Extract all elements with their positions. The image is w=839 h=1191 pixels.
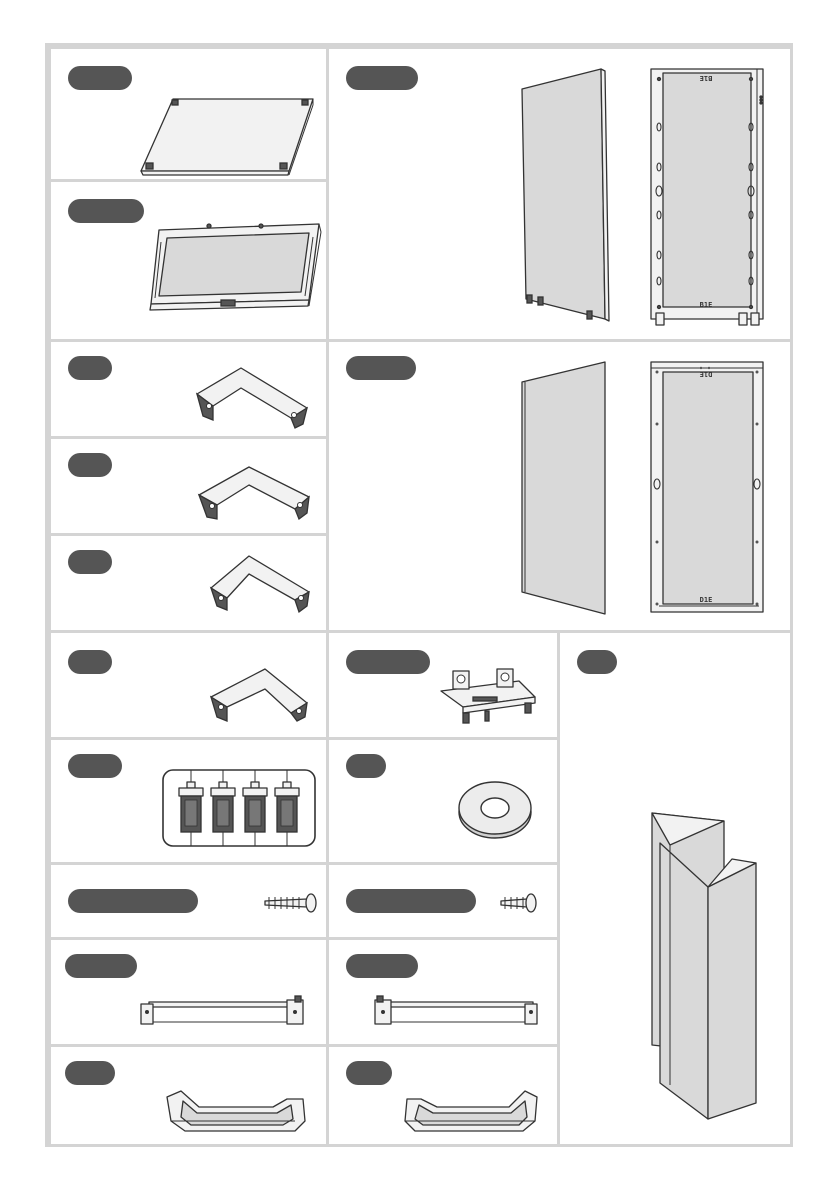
washer-drawing [329,740,560,865]
parts-sheet [45,43,793,1147]
part-cell-corner-4 [48,630,329,740]
part-cell-door-panel [326,339,793,633]
panel-mark-top: B1E [699,74,713,82]
part-cell-top-panel [48,46,329,182]
part-cell-bottom-frame [48,179,329,342]
corner-bracket-drawing [51,536,329,633]
bottom-frame-drawing [51,182,329,342]
part-cell-handle-right [326,1044,560,1147]
corner-bracket-drawing [51,439,329,536]
door-panel-drawing [329,342,793,633]
part-cell-corner-2 [48,436,329,536]
part-cell-washer [326,737,560,865]
part-cell-side-panel [326,46,793,342]
part-cell-short-screw [326,862,560,940]
rail-drawing [329,940,560,1047]
short-screw-drawing [329,865,560,940]
part-cell-corner-3 [48,533,329,633]
panel-mark-bottom: D1E [699,596,713,604]
corner-bracket-drawing [51,342,329,439]
top-panel-drawing [51,49,329,182]
part-cell-rail-right [326,937,560,1047]
panel-mark-bottom: B1E [699,301,713,309]
part-cell-long-screw [48,862,329,940]
part-cell-levelling-feet [48,737,329,865]
part-cell-corner-strip [557,630,793,1147]
rail-drawing [51,940,329,1047]
long-screw-drawing [51,865,329,940]
panel-mark-top: D1E [699,370,713,378]
part-cell-hinge [326,630,560,740]
handle-drawing [329,1047,560,1147]
hinge-drawing [329,633,560,740]
part-cell-handle-left [48,1044,329,1147]
corner-strip-drawing [560,633,793,1147]
part-cell-corner-1 [48,339,329,439]
corner-bracket-drawing [51,633,329,740]
side-panel-drawing [329,49,793,342]
part-cell-rail-left [48,937,329,1047]
levelling-feet-drawing [51,740,329,865]
handle-drawing [51,1047,329,1147]
